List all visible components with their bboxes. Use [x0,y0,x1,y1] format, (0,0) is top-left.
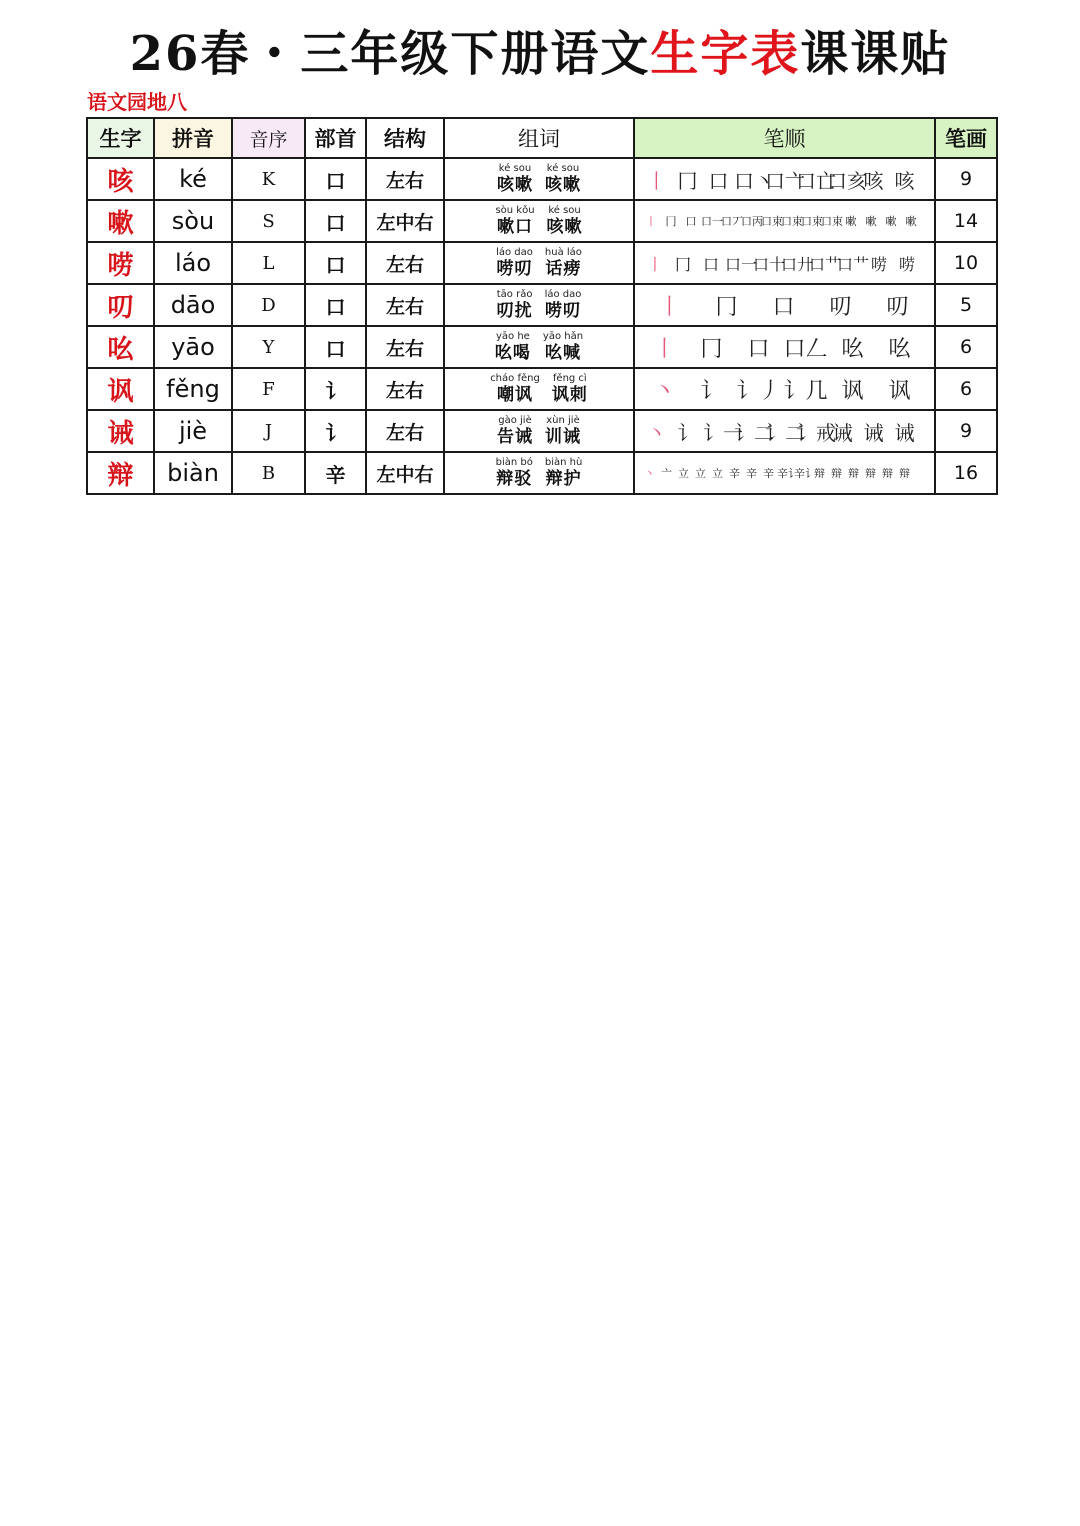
cell-char: 辩 [87,452,154,494]
cell-words [444,452,634,494]
stroke-step: 口 [702,254,719,274]
word-item [495,205,534,238]
stroke-step: 辛讠 [794,467,816,480]
cell-structure: 左中右 [366,452,444,494]
header-stroke-order: 笔顺 [634,118,935,158]
page-title [0,22,1080,86]
stroke-step: 口艹 [809,254,842,274]
stroke-sequence [641,213,934,229]
word-pinyin: ké sou [548,204,581,216]
stroke-step: 口丙 [741,215,763,228]
word-hanzi: 咳嗽 [545,174,581,195]
word-hanzi: 告诫 [497,426,533,447]
stroke-sequence [641,165,934,194]
stroke-step: 口 [747,336,770,362]
cell-char: 讽 [87,368,154,410]
cell-structure: 左中右 [366,200,444,242]
stroke-step: 口一 [725,254,758,274]
word-hanzi: 讽刺 [551,384,588,405]
word-item [545,289,582,322]
table-row [87,452,997,494]
word-item [545,247,582,280]
stroke-step: 亠 [661,467,672,480]
stroke-step: 立 [712,467,723,480]
cell-stroke-order [634,158,935,200]
stroke-step: 冂 [715,294,738,320]
word-item [545,457,582,490]
stroke-step: 辩 [831,467,842,480]
cell-radical: 口 [305,284,366,326]
stroke-step: 吆 [841,336,864,362]
cell-words [444,284,634,326]
stroke-sequence [641,465,934,481]
stroke-step: 口艹 [837,254,870,274]
word-pinyin: yāo hǎn [542,330,584,342]
cell-pinyin: ké [154,158,232,200]
table-row [87,326,997,368]
cell-char: 吆 [87,326,154,368]
cell-char: 唠 [87,242,154,284]
cell-stroke-count: 6 [935,368,997,410]
word-pinyin: ké sou [498,162,532,174]
word-pair [447,163,631,196]
stroke-step: 叨 [829,294,852,320]
cell-radical: 讠 [305,410,366,452]
stroke-step: 嗽 [885,215,897,228]
word-item [490,373,540,406]
cell-stroke-count: 6 [935,326,997,368]
stroke-step: 冂 [700,336,723,362]
stroke-step: 讠戒 [796,420,836,445]
cell-radical: 辛 [305,452,366,494]
word-hanzi: 训诫 [545,426,581,447]
word-item [496,247,533,280]
word-pair [447,247,631,280]
stroke-step: 吆 [888,336,911,362]
stroke-sequence [641,417,934,446]
word-item [545,163,581,196]
title-part-1: 26春・三年级下册语文 [129,26,651,82]
cell-char: 叨 [87,284,154,326]
cell-order: Y [232,326,305,368]
word-pair [447,415,631,448]
word-pinyin: fěng cì [552,372,587,384]
stroke-step: 丶 [653,378,676,404]
cell-stroke-order [634,410,935,452]
stroke-step: 丨 [658,294,681,320]
cell-order: D [232,284,305,326]
cell-stroke-count: 16 [935,452,997,494]
section-label: 语文园地八 [87,90,187,114]
stroke-step: 口亡 [796,168,836,193]
cell-pinyin: fěng [154,368,232,410]
stroke-sequence [641,252,934,275]
word-hanzi: 吆喝 [494,342,531,363]
cell-stroke-count: 9 [935,410,997,452]
stroke-step: 诫 [832,420,853,445]
cell-stroke-order [634,452,935,494]
cell-stroke-order [634,368,935,410]
word-pinyin: cháo fěng [490,372,540,384]
word-pinyin: láo dao [496,246,533,258]
stroke-step: 立 [678,467,689,480]
stroke-step: 叨 [886,294,909,320]
word-pair [447,373,631,406]
stroke-step: 咳 [894,168,915,193]
cell-pinyin: sòu [154,200,232,242]
stroke-step: 口 [772,294,795,320]
cell-stroke-order [634,242,935,284]
word-pinyin: biàn bó [495,456,533,468]
stroke-step: 辩 [814,467,825,480]
cell-stroke-count: 9 [935,158,997,200]
word-hanzi: 辩护 [545,468,582,489]
cell-stroke-count: 5 [935,284,997,326]
stroke-step: 丨 [646,254,663,274]
cell-stroke-order [634,326,935,368]
stroke-step: 口一 [701,215,723,228]
word-item [497,415,533,448]
word-hanzi: 叨扰 [496,300,533,321]
stroke-step: 口束 [761,215,783,228]
cell-stroke-count: 14 [935,200,997,242]
header-order: 音序 [232,118,305,158]
word-item [497,289,533,322]
word-hanzi: 话痨 [545,258,582,279]
cell-stroke-count: 10 [935,242,997,284]
word-pinyin: ké sou [546,162,580,174]
stroke-step: 辩 [865,467,876,480]
word-pair [447,457,631,490]
cell-order: J [232,410,305,452]
header-pinyin: 拼音 [154,118,232,158]
word-pinyin: yāo he [496,330,530,342]
word-item [547,205,583,238]
stroke-sequence [641,332,934,363]
stroke-step: 唠 [898,254,915,274]
stroke-step: 口亠 [765,168,805,193]
stroke-step: 口丶 [734,168,774,193]
cell-order: F [232,368,305,410]
stroke-step: 口束 [781,215,803,228]
word-pinyin: láo dao [544,288,582,300]
stroke-step: 冂 [677,168,698,193]
stroke-step: 口𠃋 [783,336,828,362]
stroke-step: 讠 [700,378,723,404]
stroke-step: 口十 [753,254,786,274]
word-hanzi: 辩驳 [496,468,533,489]
stroke-step: 嗽 [845,215,857,228]
cell-order: B [232,452,305,494]
table-body [87,158,997,494]
word-item [497,163,533,196]
cell-pinyin: yāo [154,326,232,368]
word-item [552,373,588,406]
word-pinyin: biàn hù [544,456,583,468]
cell-structure: 左右 [366,368,444,410]
cell-radical: 口 [305,158,366,200]
stroke-step: 丶 [646,420,667,445]
stroke-step: 嗽 [905,215,917,228]
stroke-step: 讽 [841,378,864,404]
cell-words [444,242,634,284]
cell-structure: 左右 [366,284,444,326]
stroke-step: 讠二 [734,420,774,445]
header-stroke-count: 笔画 [935,118,997,158]
stroke-step: 辛 [746,467,757,480]
cell-stroke-order [634,200,935,242]
word-hanzi: 咳嗽 [497,174,533,195]
stroke-step: 辛讠 [777,467,799,480]
stroke-step: 辛 [763,467,774,480]
cell-order: L [232,242,305,284]
cell-words [444,200,634,242]
cell-char: 诫 [87,410,154,452]
cell-structure: 左右 [366,326,444,368]
word-item [545,415,581,448]
stroke-step: 辩 [848,467,859,480]
stroke-step: 辩 [899,467,910,480]
stroke-step: 诫 [863,420,884,445]
word-hanzi: 吆喊 [545,342,581,363]
word-pinyin: tāo rǎo [496,288,533,300]
stroke-step: 唠 [870,254,887,274]
stroke-step: 口束 [801,215,823,228]
table-row [87,242,997,284]
stroke-step: 嗽 [865,215,877,228]
stroke-step: 立 [695,467,706,480]
stroke-step: 冂 [665,215,677,228]
table-row [87,200,997,242]
stroke-step: 丨 [646,168,667,193]
table-row [87,284,997,326]
cell-char: 咳 [87,158,154,200]
cell-words [444,368,634,410]
stroke-step: 口 [685,215,697,228]
stroke-step: 丨 [645,215,657,228]
stroke-step: 讠 [677,420,698,445]
cell-pinyin: biàn [154,452,232,494]
stroke-step: 辛 [729,467,740,480]
cell-char: 嗽 [87,200,154,242]
header-structure: 结构 [366,118,444,158]
cell-radical: 口 [305,200,366,242]
table-row [87,410,997,452]
stroke-step: 讠几 [783,378,828,404]
stroke-step: 口亥 [827,168,867,193]
stroke-step: 讠一 [703,420,743,445]
word-pinyin: huà láo [544,246,582,258]
cell-pinyin: láo [154,242,232,284]
stroke-step: 口丆 [721,215,743,228]
word-hanzi: 唠叨 [496,258,533,279]
stroke-step: 口廾 [781,254,814,274]
word-hanzi: 嗽口 [497,216,533,237]
cell-words [444,158,634,200]
stroke-step: 讠二 [765,420,805,445]
stroke-sequence [641,290,934,321]
header-radical: 部首 [305,118,366,158]
stroke-step: 咳 [863,168,884,193]
word-pinyin: gào jiè [498,414,532,426]
word-pinyin: sòu kǒu [495,204,535,216]
stroke-sequence [641,374,934,405]
header-row [87,118,997,158]
word-pinyin: xùn jiè [546,414,580,426]
cell-order: K [232,158,305,200]
cell-stroke-order [634,284,935,326]
cell-words [444,326,634,368]
stroke-step: 辩 [882,467,893,480]
character-table [86,117,998,495]
table-row [87,158,997,200]
word-item [495,331,531,364]
cell-radical: 口 [305,242,366,284]
stroke-step: 讽 [888,378,911,404]
word-hanzi: 唠叨 [544,300,581,321]
word-pair [447,331,631,364]
stroke-step: 丨 [653,336,676,362]
table-row [87,368,997,410]
cell-radical: 讠 [305,368,366,410]
word-hanzi: 咳嗽 [546,216,583,237]
cell-order: S [232,200,305,242]
header-words: 组词 [444,118,634,158]
stroke-step: 口 [708,168,729,193]
word-pair [447,289,631,322]
word-item [496,457,533,490]
cell-structure: 左右 [366,410,444,452]
title-part-2: 生字表 [650,26,801,82]
word-item [543,331,583,364]
stroke-step: 丶 [644,467,655,480]
cell-radical: 口 [305,326,366,368]
title-part-3: 课课贴 [800,26,951,82]
cell-pinyin: jiè [154,410,232,452]
cell-pinyin: dāo [154,284,232,326]
word-hanzi: 嘲讽 [497,384,533,405]
word-pair [447,205,631,238]
stroke-step: 口束 [821,215,843,228]
stroke-step: 冂 [674,254,691,274]
cell-words [444,410,634,452]
stroke-step: 诫 [894,420,915,445]
cell-structure: 左右 [366,242,444,284]
cell-structure: 左右 [366,158,444,200]
stroke-step: 讠丿 [736,378,781,404]
header-char: 生字 [87,118,154,158]
